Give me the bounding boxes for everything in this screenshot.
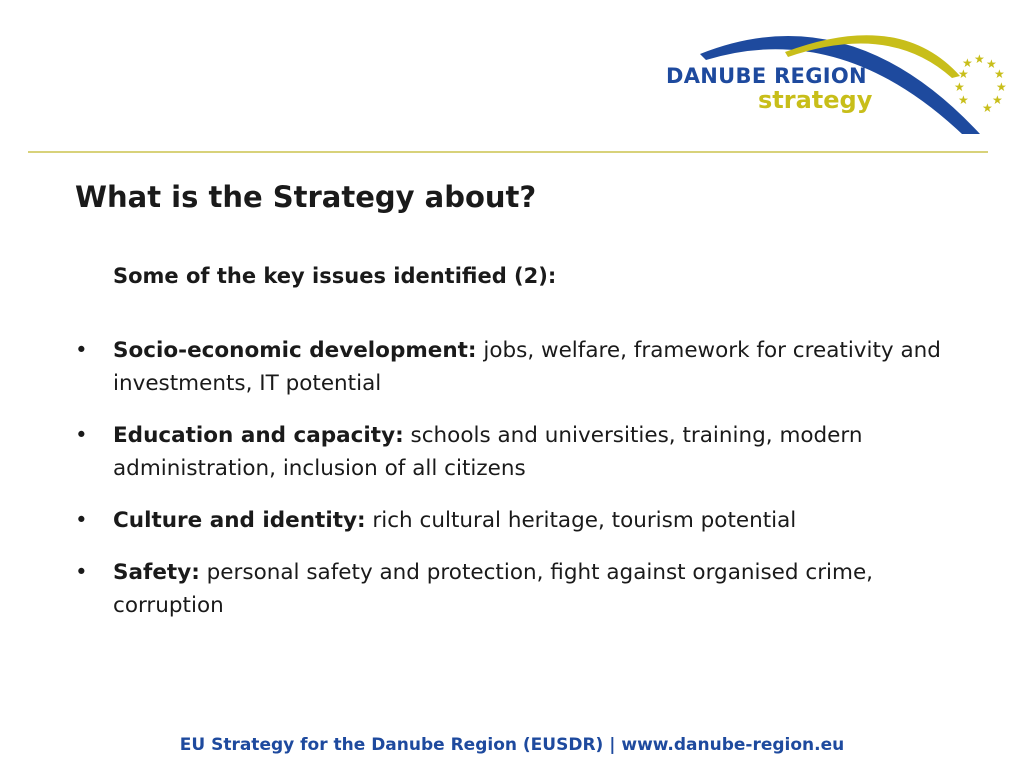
bullet-icon: • (75, 338, 88, 363)
bullet-term: Socio-economic development: (113, 338, 477, 363)
list-item (75, 334, 990, 400)
svg-text:★: ★ (958, 67, 969, 81)
svg-text:★: ★ (982, 101, 993, 115)
list-item (75, 504, 990, 537)
svg-text:★: ★ (986, 57, 997, 71)
slide-subtitle: Some of the key issues identified (2): (113, 264, 557, 288)
slide-title: What is the Strategy about? (75, 180, 537, 214)
eu-stars-icon (954, 52, 1007, 115)
bullet-term: Safety: (113, 560, 200, 585)
svg-text:★: ★ (994, 67, 1005, 81)
bullet-term: Culture and identity: (113, 508, 366, 533)
logo-line-danube-region: DANUBE REGION (666, 64, 867, 88)
key-issues-list (75, 334, 990, 641)
bullet-term: Education and capacity: (113, 423, 404, 448)
bullet-icon: • (75, 560, 88, 585)
bullet-text: personal safety and protection, fight against organised crime, corruption (113, 560, 874, 618)
logo-line-strategy: strategy (758, 86, 873, 114)
svg-text:★: ★ (958, 93, 969, 107)
header-divider (28, 151, 988, 153)
svg-text:★: ★ (954, 80, 965, 94)
svg-text:★: ★ (974, 52, 985, 66)
list-item (75, 556, 990, 622)
bullet-text: schools and universities, training, modern administration, inclusion of all citizens (113, 423, 863, 481)
bullet-icon: • (75, 508, 88, 533)
bullet-text: rich cultural heritage, tourism potential (365, 508, 797, 533)
bullet-text: jobs, welfare, framework for creativity and investments, IT potential (113, 338, 941, 396)
bullet-icon: • (75, 423, 88, 448)
footer-text: EU Strategy for the Danube Region (EUSDR) | www.danube-region.eu (179, 735, 845, 755)
list-item (75, 419, 990, 485)
danube-region-strategy-logo (660, 14, 1010, 139)
svg-text:★: ★ (962, 56, 973, 70)
svg-text:★: ★ (996, 80, 1007, 94)
svg-text:★: ★ (992, 93, 1003, 107)
